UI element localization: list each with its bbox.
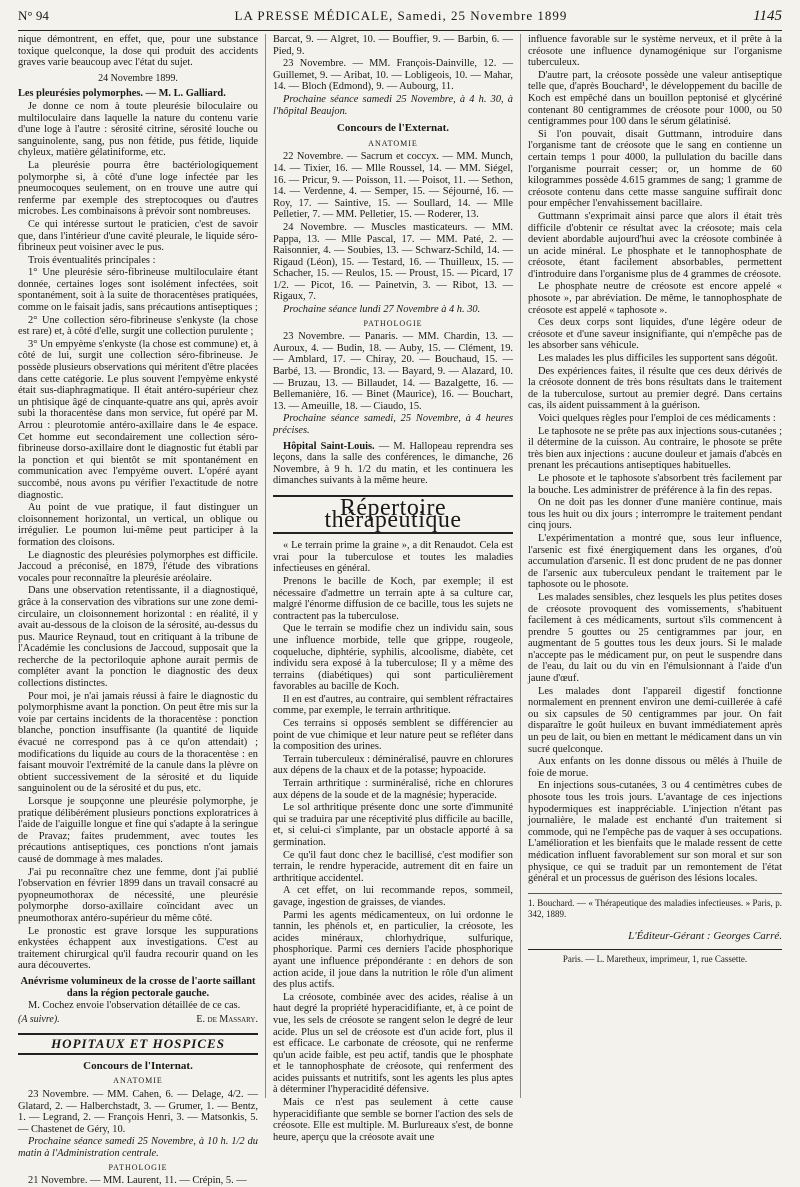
paragraph: influence favorable sur le système nerveux, et il prête à la créosote une influence dynamogénique sur l'organisme tuberculeux. [528,34,782,69]
paragraph: Au point de vue pratique, il faut distinguer un cloisonnement horizontal, un vertical, un oblique ou irrégulier. Le poumon lui-même peut participer à la formation des cloisons. [18,502,258,548]
paragraph: Les malades les plus difficiles les supportent sans dégoût. [538,353,778,365]
paragraph: Ces deux corps sont liquides, d'une légère odeur de créosote et d'une saveur insignifiante, qui n'empêche pas de les absorber sans véhicule. [528,317,782,352]
paragraph: M. Cochez envoie l'observation détaillée de ce cas. [28,1000,241,1012]
printer-credit: Paris. — L. Maretheux, imprimeur, 1, rue Cassette. [528,949,782,966]
next-session: Prochaine séance samedi 25 Novembre, à 4 h. 30, à l'hôpital Beaujon. [273,93,513,117]
paragraph: La pleurésie pourra être bactériologiquement polymorphe si, à côté d'une loge infectée par les pneumocoques seulement, on en trouve une autre qui renferme par exemple des streptocoques ou d'autres microbes. Les combinaisons à prévoir sont nombreuses. [18,159,258,218]
subsection-title: Concours de l'Internat. [83,1059,193,1072]
paragraph: Trois éventualités principales : [28,254,156,266]
editor-credit: L'Éditeur-Gérant : Georges Carré. [628,929,782,942]
subject-label: ANATOMIE [113,1076,163,1086]
paragraph: Des expériences faites, il résulte que ces deux dérivés de la créosote donnent de très bons résultats dans le traitement de la tuberculose, surtout au premier degré. Dans certains cas, ils aident puissamment à la guérison. [528,365,782,412]
masthead: LA PRESSE MÉDICALE, Samedi, 25 Novembre 1899 [234,8,568,23]
paragraph: On ne doit pas les donner d'une manière continue, mais tous les huit ou dix jours ; interrompre le traitement pendant cinq jours. [528,497,782,532]
paragraph: En injections sous-cutanées, 3 ou 4 centimètres cubes de phosote tous les trois jours. L'avantage de ces injections hypodermiques est inappréciable. L'injection n'étant pas journalière, le malade est enchanté d'un traitement si commode, qui ne l'empêche pas de vaquer à ses occupations. L'amélioration et les bienfaits que le malade ressent de cette médication influent favorablement sur son moral et sur son physique, ce qui se traduit par un remontement de l'état général et un processus de guérison des lésions locales. [528,780,782,885]
column-2 [273,34,514,1143]
paragraph: L'expérimentation a montré que, sous leur influence, l'arsenic est fixé énergiquement dans les organes, d'où accumulation d'arsenic. Il est donc prudent de ne pas donner de l'arsenic aux tuberculeux pendant le traitement par le taphosote ou le phosote. [528,532,782,591]
page-header [18,8,782,28]
paragraph: Je donne ce nom à toute pleurésie biloculaire ou multiloculaire dans laquelle la nature du contenu varie d'une loge à l'autre : sérosité citrine, sérosité louche ou sanguinolente, sang, pus non fétide, pus fétide, liquide chyleux, matière gélatiniforme, etc. [18,100,258,159]
paragraph: Les malades sensibles, chez lesquels les plus petites doses de créosote provoquent des vomissements, s'habituent facilement à ces médicaments, surtout s'ils commencent à prendre 5 gouttes ou 25 centigrammes par jour, en augmentant de 5 gouttes tous les deux jours. Si le malade n'accepte pas le médicament pur, on peut le suspendre dans de l'eau, du lait ou du vin en l'émulsionnant à l'aide d'un jaune d'œuf. [528,591,782,685]
signature-line [18,1014,258,1026]
paragraph: Le phosote et le taphosote s'absorbent très facilement par la bouche. Les administrer de préférence à la fin des repas. [528,472,782,496]
column-1 [18,34,258,1187]
paragraph: 21 Novembre. — MM. Laurent, 11. — Crépin, 5. — [28,1175,247,1187]
paragraph: Mais ce n'est pas seulement à cette cause hyperacidifiante que semble se borner l'action des sels de créosote. Elle est multiple. M. Burlureaux s'est, de bonne heure, aperçu que la créosote avait une [273,1097,513,1143]
paragraph: Voici quelques règles pour l'emploi de ces médicaments : [538,413,776,424]
paragraph: 23 Novembre. — Panaris. — MM. Chardin, 13. — Auroux, 4. — Budin, 18. — Auby, 15. — Clément, 19. — Amblard, 17. — Chiray, 20. — Bouchaud, 15. — Barbé, 13. — Brondic, 13. — Bayard, 9. — Alazard, 10. — Bruzau, 13. — Billaudet, 14. — Bazalgette, 16. — Bellemanière, 16. — Binet (Maurice), 16. — Bouchart, 13. — Ameuille, 18. — Ciaudo, 15. [273,331,513,412]
paragraph: Ces terrains si opposés semblent se différencier au point de vue chimique et leur nature peut se refléter dans la composition des urines. [273,718,513,753]
next-session: Prochaine séance samedi 25 Novembre, à 10 h. 1/2 du matin à l'Administration centrale. [18,1136,258,1160]
paragraph: Terrain tuberculeux : déminéralisé, pauvre en chlorures aux dépens de la chaux et de la potasse; hypoacide. [273,753,513,777]
paragraph: 2° Une collection séro-fibrineuse s'enkyste (la chose est rare) et, à côté d'elle, surgit une collection purulente ; [18,314,258,338]
next-session: Prochaine séance lundi 27 Novembre à 4 h. 30. [283,304,481,316]
announcement-title: Hôpital Saint-Louis. [283,440,375,452]
paragraph: nique démontrent, en effet, que, pour une substance toxique quelconque, la dose qui produit des accidents graves varie beaucoup avec l'état du sujet. [18,34,258,69]
paragraph: Le phosphate neutre de créosote est encore appelé « phosote », par abréviation. De même, le tannophosphate de créosote est appelé « taphosote ». [528,281,782,316]
paragraph: Lorsque je soupçonne une pleurésie polymorphe, je pratique délibérément plusieurs ponctions exploratrices à l'aide de l'aiguille longue et fine qui s'adapte à la seringue de Pravaz; faites prudemment, avec toutes les précautions antiseptiques, ces ponctions n'ont jamais causé de dommage à mes malades. [18,796,258,865]
announcement-text: — M. Hallopeau reprendra ses leçons, dans la salle des conférences, le dimanche, 26 Novembre, à 9 h. 1/2 du matin, et les continuera les dimanches suivants à la même heure. [273,440,514,487]
paragraph: Ce qui intéresse surtout le praticien, c'est de savoir que, dans l'intérieur d'une cavité pleurale, le liquide séro-fibrineux peut voisiner avec le pus. [18,218,258,254]
paragraph: Terrain arthritique : surminéralisé, riche en chlorures aux dépens de la soude et de la magnésie; hyperacide. [273,778,513,801]
section-heading: HOPITAUX ET HOSPICES [18,1033,258,1055]
column-3 [528,34,782,1102]
next-session: Prochaine séance samedi, 25 Novembre, à 4 heures précises. [273,413,513,436]
paragraph: Ce qu'il faut donc chez le bacillisé, c'est modifier son terrain, le rendre hyperacide, autrement dit en faire un arthritique accidentel. [273,849,513,884]
paragraph: Les malades dont l'appareil digestif fonctionne normalement en prennent environ une demi-cuillerée à café ou six capsules de 50 centigrammes par jour. On fait disparaître le goût huileux en buvant immédiatement après un peu de lait, ou bien en mettant le médicament dans un vin sucré quelconque. [528,685,782,755]
column-divider [265,34,266,1098]
paragraph: Il en est d'autres, au contraire, qui semblent réfractaires comme, par exemple, le terrain arthritique. [273,693,513,717]
subject-label: PATHOLOGIE [108,1162,168,1172]
section-heading: Répertoire thérapeutique [273,495,513,534]
article-title: Anévrisme volumineux de la crosse de l'aorte saillant dans la région pectorale gauche. [20,975,256,999]
article-title: Les pleurésies polymorphes. — M. L. Galliard. [18,88,226,100]
subject-label: PATHOLOGIE [363,318,423,328]
footnote: 1. Bouchard. — « Thérapeutique des maladies infectieuses. » Paris, p. 342, 1889. [528,893,782,921]
paragraph: 23 Novembre. — MM. François-Dainville, 12. — Guillemet, 9. — Aribat, 10. — Lobligeois, 10. — Mahar, 14. — Bloch (Edmond), 9. — Aubourg, 11. [273,58,513,93]
paragraph: Barcat, 9. — Algret, 10. — Bouffier, 9. — Barbin, 6. — Pied, 9. [273,34,513,57]
paragraph: Parmi les agents médicamenteux, on lui ordonne le tannin, les phénols et, en particulier, la créosote, les acides minéraux, chlorhydrique, sulfurique, phosphorique. Parmi ces derniers l'acide phosphorique ayant une influence prépondérante : en dehors de son action acide, il joue dans la nutrition le rôle d'un aliment des plus actifs. [273,909,513,991]
paragraph: Dans une observation retentissante, il a diagnostiqué, grâce à la conservation des vibrations sur une zone demi-circulaire, un cloisonnement horizontal : en réalité, il y avait au-dessous de la cloison de la sérosité, au-dessus du pus. Maurice Reynaud, tout en critiquant à la tribune de l'Académie les conclusions de Jaccoud, supposait que la recherche de la pectoriloquie aphone aurait permis de compléter avant la ponction le diagnostic des deux collections distinctes. [18,585,258,690]
paragraph: Le pronostic est grave lorsque les suppurations enkystées échappent aux investigations. C'est au traitement chirurgical qu'il faudra recourir quand on les aura découvertes. [18,925,258,972]
paragraph: Prenons le bacille de Koch, par exemple; il est nécessaire d'admettre un terrain apte à sa culture car, malgré l'énorme diffusion de ce bacille, tous les sujets ne contractent pas la tuberculose. [273,575,513,622]
paragraph: 24 Novembre. — Muscles masticateurs. — MM. Pappa, 13. — Mlle Pascal, 17. — MM. Paté, 2. — Raisonnier, 4. — Soubies, 13. — Schwarz-Schild, 14. — Rigaud (Léon), 15. — Testard, 16. — Thuilleux, 15. — Schacher, 15. — Reulos, 15. — Proust, 15. — Picard, 17 1/2. — Picot, 16. — Painetvin, 3. — Ribot, 13. — Rigaux, 7. [273,221,513,303]
paragraph: La créosote, combinée avec des acides, réalise à un haut degré la propriété hyperacidifiante, et, à ce point de vue, les sels de créosote se rangent selon le degré de leur acide. Plus un sel de créosote est d'un acide fort, plus il est efficace. Le carbonate de créosote, qui ne renferme qu'un acide faible, est peu actif, tandis que le phosphate et le tannophosphate de créosote, qui renferment des acides puissants et nutritifs, sont les agents les plus aptes à déterminer l'hyperacidité défensive. [273,991,513,1096]
paragraph: 3° Un empyème s'enkyste (la chose est commune) et, à côté de lui, surgit une collection séro-fibrineuse. Je possède plusieurs observations qui méritent d'être placées dans cette catégorie. Le plus souvent l'empyème enkysté était sus-diaphragmatique. Il était antéro-supérieur chez un phtisique âgé de cinquante-quatre ans qui, après avoir subi la thoracentèse dans mon service, fut opéré par M. Arrou : pleurotomie antéro-axillaire dans le 4e espace. Cet homme eut secondairement une collection séro-fibrineuse dorso-axillaire dont le diagnostic fut établi par la ponction et qui bientôt se mit spontanément en communication avec l'empyème ouvert. L'opéré ayant succombé, nous avons pu vérifier l'exactitude de notre diagnostic. [18,338,258,501]
issue-number: N° 94 [18,8,49,23]
page-number: 1145 [753,8,782,24]
paragraph: Le taphosote ne se prête pas aux injections sous-cutanées ; il détermine de la cuisson. Au contraire, le phosote se prête très bien aux injections : aucune douleur et jamais d'abcès en prenant les précautions antiseptiques habituelles. [528,425,782,472]
paragraph: Pour moi, je n'ai jamais réussi à faire le diagnostic du polymorphisme avant la ponction. On peut être mis sur la voie par certains incidents de la thoracentèse : ponction blanche, ponction insuffisante (la quantité de liquide évacué ne correspond pas à ce qu'on attendait) ; modifications du liquide au cours de la thoracentèse : en faisant mouvoir l'extrémité de la canule dans la plèvre on obtient successivement de la sérosité et du liquide sanguinolent ou de la sérosité et du pus, etc. [18,690,258,795]
paragraph: J'ai pu reconnaître chez une femme, dont j'ai publié l'observation en février 1899 dans un travail consacré au pyopneumothorax de nécessité, une pleurésie polymorphe dorso-axillaire coïncidant avec un pneumothorax antéro-supérieur du même côté. [18,866,258,924]
paragraph: Le diagnostic des pleurésies polymorphes est difficile. Jaccoud a préconisé, en 1879, l'étude des vibrations vocales pour reconnaître la pleurésie aréolaire. [18,549,258,584]
subject-label: ANATOMIE [368,138,418,148]
header-rule [18,30,782,31]
paragraph: « Le terrain prime la graine », a dit Renaudot. Cela est vrai pour la tuberculose et toutes les maladies infectieuses en général. [273,540,513,575]
author-signature: E. de Massary. [196,1013,258,1025]
paragraph: Aux enfants on les donne dissous ou mêlés à l'huile de foie de morue. [528,756,782,779]
paragraph: D'autre part, la créosote possède une valeur antiseptique telle que, d'après Bouchard¹, le développement du bacille de Koch est empêché dans un bouillon peptonisé et glycériné contenant 80 centigrammes de créosote pour 1000, ou 50 centigrammes pour 100 dans le sérum gélatinisé. [528,69,782,128]
paragraph: Guttmann s'exprimait ainsi parce que alors il était très difficile d'obtenir ce résultat avec la créosote; mais cela devient abordable aujourd'hui avec la créosote combinée à un acide minéral. Le phosphate et le tannophosphate de créosote, étant facilement absorbables, permettent d'introduire dans l'organisme plus de 4 grammes de créosote. [528,210,782,280]
paragraph: Si l'on pouvait, disait Guttmann, introduire dans l'organisme tant de créosote que le sang en contienne un certain temps 1 pour 4000, la pullulation du bacille dans l'organisme pourrait cesser; or, un homme de 60 kilogrammes possède 4.615 grammes de sang; 1 gramme de créosote contenu dans cette masse sanguine suffirait donc pour empêcher l'envahissement bacillaire. [528,128,782,210]
paragraph: Le sol arthritique présente donc une sorte d'immunité qui se traduira par une réceptivité plus difficile au bacille, et, si celui-ci s'implante, par un obstacle apporté à sa germination. [273,802,513,848]
session-date: 24 Novembre 1899. [98,72,178,84]
paragraph: 23 Novembre. — MM. Cahen, 6. — Delage, 4/2. — Glatard, 2. — Halberchstadt, 3. — Grumer, 1. — Bentz, 1. — Legrand, 2. — François Henri, 3. — Matsonkis, 5. — Chastenet de Géry, 10. [18,1089,258,1135]
column-divider [520,34,521,1098]
paragraph: 1° Une pleurésie séro-fibrineuse multiloculaire étant donnée, certaines loges sont isolément infectées, soit spontanément, soit à la suite de thoracentèses pratiquées, comme on le faisait jadis, sans précautions antiseptiques ; [18,267,258,314]
paragraph: Que le terrain se modifie chez un individu sain, sous une influence morbide, telle que grippe, rougeole, coqueluche, diphtérie, syphilis, alcoolisme, diabète, cet individu sera exposé à la tuberculose; Il y a même des terrains (diabétiques) qui sont particulièrement favorables au bacille de Koch. [273,623,513,693]
paragraph: 22 Novembre. — Sacrum et coccyx. — MM. Munch, 14. — Tixier, 16. — Mlle Roussel, 14. — MM. Siégel, 16. — Pricur, 9. — Poisson, 11. — Poisot, 11. — Sethon, 14. — Verdenne, 4. — Semper, 15. — Séjourné, 16. — Roy, 17. — Saintive, 15. — Soullard, 14. — Mlle Pelletier, 7. — MM. Pelletier, 15. — Roderer, 13. [273,151,513,221]
subsection-title: Concours de l'Externat. [336,122,450,135]
announcement [273,441,513,487]
to-be-continued: (A suivre). [18,1013,60,1025]
paragraph: A cet effet, on lui recommande repos, sommeil, gavage, ingestion de graisses, de viandes. [273,885,513,908]
